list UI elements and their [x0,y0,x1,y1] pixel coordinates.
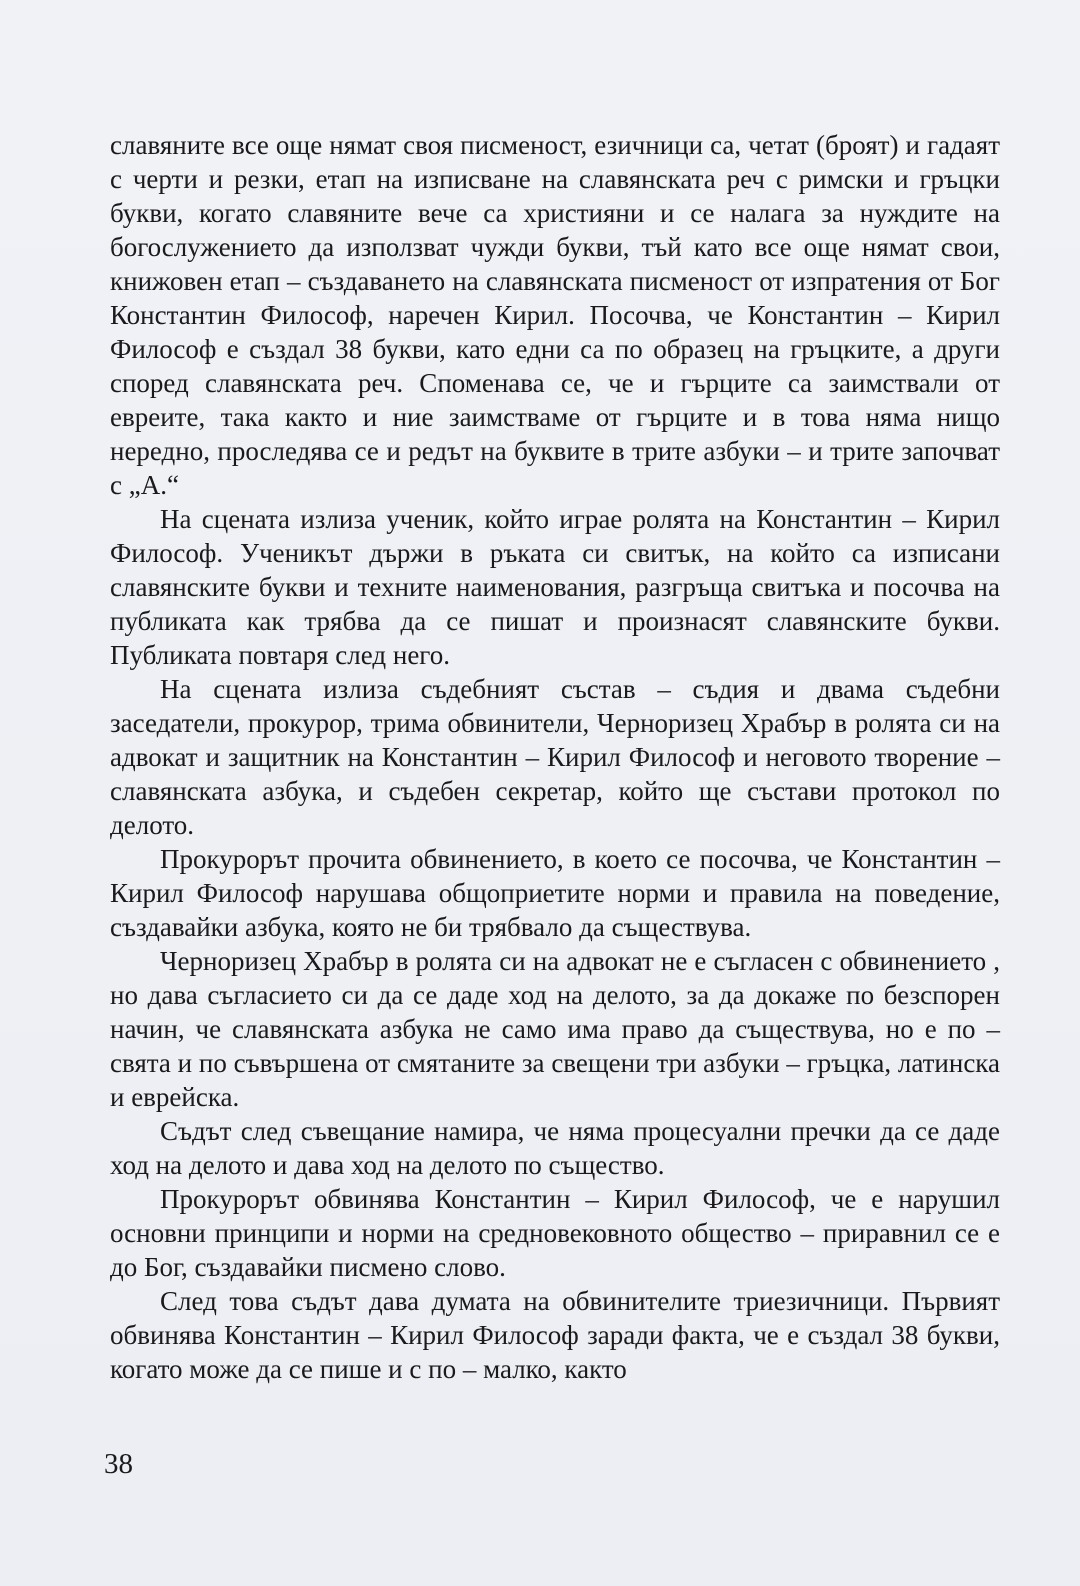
body-text [110,128,1000,1386]
paragraph: Прокурорът обвинява Константин – Кирил Философ, че е нарушил основни принципи и норми на средновековното общество – приравнил се е до Бог, създавайки писмено слово. [110,1184,1000,1282]
paragraph: Черноризец Храбър в ролята си на адвокат не е съгласен с обвинението , но дава съгласието си да се даде ход на делото, за да докаже по безспорен начин, че славянската азбука не само има право да съществува, но е по – свята и по съвършена от смятаните за свещени три азбуки – гръцка, латинска и еврейска. [110,946,1000,1112]
page-number: 38 [104,1448,133,1480]
paragraph: Прокурорът прочита обвинението, в което се посочва, че Константин – Кирил Философ нарушава общоприетите норми и правила на поведение, създавайки азбука, която не би трябвало да съществува. [110,844,1000,942]
paragraph: Съдът след съвещание намира, че няма процесуални пречки да се даде ход на делото и дава ход на делото по същество. [110,1116,1000,1180]
paragraph: На сцената излиза съдебният състав – съдия и двама съдебни заседатели, прокурор, трима обвинители, Черноризец Храбър в ролята си на адвокат и защитник на Константин – Кирил Философ и неговото творение – славянската азбука, и съдебен секретар, който ще състави протокол по делото. [110,674,1000,840]
paragraph: След това съдът дава думата на обвинителите триезичници. Първият обвинява Константин – Кирил Философ заради факта, че е създал 38 букви, когато може да се пише и с по – малко, както [110,1286,1000,1384]
paragraph: На сцената излиза ученик, който играе ролята на Константин – Кирил Философ. Ученикът държи в ръката си свитък, на който са изписани славянските букви и техните наименования, разгръща свитъка и посочва на публиката как трябва да се пишат и произнасят славянските букви. Публиката повтаря след него. [110,504,1000,670]
paragraph: славяните все още нямат своя писменост, езичници са, четат (броят) и гадаят с черти и резки, етап на изписване на славянската реч с римски и гръцки букви, когато славяните вече са християни и се налага за нуждите на богослужението да използват чужди букви, тъй като все още нямат свои, книжовен етап – създаването на славянската писменост от изпратения от Бог Константин Философ, наречен Кирил. Посочва, че Константин – Кирил Философ е създал 38 букви, като едни са по образец на гръцките, а други според славянската реч. Споменава се, че и гърците са заимствали от евреите, така както и ние заимстваме от гърците и в това няма нищо нередно, проследява се и редът на буквите в трите азбуки – и трите започват с „А.“ [110,130,1000,500]
